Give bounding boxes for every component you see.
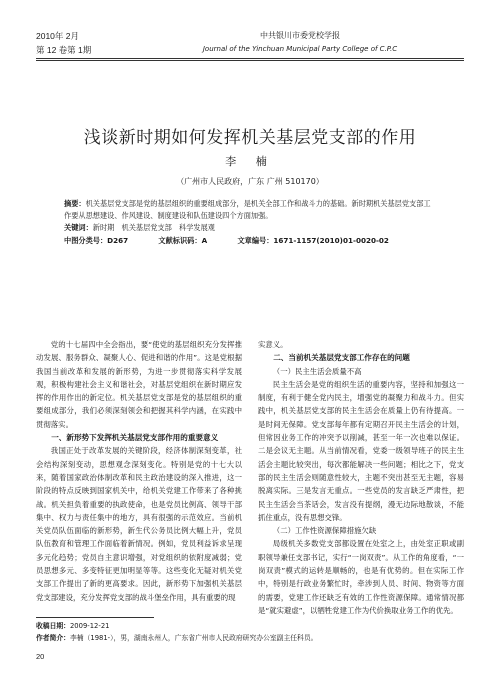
paragraph: 局级机关多数党支部都设置在处室之上，由处室正职或副职领导兼任支部书记，实行“一岗双责”。从工作的角度看，“一岗双责”模式的运转是顺畅的，也是有优势的。但在实际工作中，特别是行政业务繁忙时，牵涉到人员、时间、物资等方面的需要，党建工作还缺乏有效的工作性资源保障。通常情况都是“就实避虚”，以牺牲党建工作为代价换取业务工作的优先。 xyxy=(258,539,464,615)
article-number: 文章编号：1671-1157(2010)01-0020-02 xyxy=(237,236,389,245)
received-date: 收稿日期：2009-12-21 xyxy=(36,622,110,630)
article-title: 浅谈新时期如何发挥机关基层党支部的作用 xyxy=(83,128,417,148)
journal-title-en: Journal of the Yinchuan Municipal Party College of C.P.C xyxy=(202,45,398,53)
abstract-label: 摘要： xyxy=(64,199,86,208)
document-code: 文献标识码：A xyxy=(158,236,208,245)
issue-number: 第 12 卷第 1期 xyxy=(36,45,92,55)
journal-title-cn: 中共银川市委党校学报 xyxy=(260,31,340,40)
page-number: 20 xyxy=(36,652,45,661)
section-heading: 二、当前机关基层党支部工作存在的问题 xyxy=(273,353,410,363)
header-rule-2 xyxy=(36,60,464,61)
paragraph: 党的十七届四中全会指出，要“使党的基层组织充分发挥推动发展、服务群众、凝聚人心、促进和谐的作用”。这是党根据我国当前改革和发展的新形势，为进一步贯彻落实科学发展观，积极构建社会主义和谐社会，对基层党组织在新时期应发挥的作用作出的新定位。机关基层党支部是党的基层组织的重要组成部分，我们必须深刻领会和把握其科学内涵，在实践中贯彻落实。 xyxy=(36,340,242,429)
classification-line xyxy=(64,236,436,246)
keywords-text: 新时期 机关基层党支部 科学发展观 xyxy=(92,223,215,232)
keywords xyxy=(64,222,436,234)
author-affiliation: （广州市人民政府，广东 广州 510170） xyxy=(176,177,324,186)
footnote-rule xyxy=(36,617,154,618)
clc-number: 中图分类号：D267 xyxy=(64,236,129,245)
header-rule xyxy=(36,58,464,59)
paragraph: 实意义。 xyxy=(258,340,288,349)
section-heading: 一、新形势下发挥机关基层党支部作用的重要意义 xyxy=(51,433,219,443)
keywords-label: 关键词： xyxy=(64,223,93,232)
abstract xyxy=(64,198,436,221)
issue-date: 2010年 2月 xyxy=(36,31,79,41)
subsection-heading: （二）工作性资源保障措施欠缺 xyxy=(272,526,377,536)
body-column-right xyxy=(258,338,464,617)
abstract-text: 机关基层党支部是党的基层组织的重要组成部分，是机关全部工作和战斗力的基础。新时期机关基层党支部工作要从思想建设、作风建设、制度建设和队伍建设四个方面加强。 xyxy=(64,199,431,220)
author-bio: 作者简介：李楠（1981-），男，湖南永州人，广东省广州市人民政府研究办公室副主任科员。 xyxy=(36,634,318,642)
subsection-heading: （一）民主生活会质量不高 xyxy=(272,366,362,376)
paragraph: 民主生活会是党的组织生活的重要内容，坚持和加强这一制度，有利于健全党内民主，增强党的凝聚力和战斗力。但实践中，机关基层党支部的民主生活会在质量上仍有待提高。一是时间无保障。党支部每年都有定期召开民主生活会的计划，但常因业务工作的冲突予以削减，甚至一年一次也难以保证。二是会议无主题。从当前情况看，党委一级领导班子的民主生活会主题比较突出，每次都能解决一些问题；相比之下，党支部的民主生活会则随意性较大，主题不突出甚至无主题，容易脱离实际。三是发言无重点。一些党员的发言缺乏严肃性，把民主生活会当茶话会，发言没有提纲，漫无边际地散谈，不能抓住重点，没有思想交锋。 xyxy=(258,379,464,522)
body-column-left xyxy=(36,338,242,604)
paragraph: 我国正处于改革发展的关键阶段，经济体制深刻变革，社会结构深刻变动，思想观念深刻变化。特别是党的十七大以来，随着国家政治体制改革和民主政治建设的深入推进，这一阶段的特点反映到国家机关中，给机关党建工作带来了各种挑战。机关担负着重要的执政使命，也是党员比例高、领导干部集中、权力与责任集中的地方，具有很强的示范效应。当前机关党员队伍面临的新形势，新生代公务员比例大幅上升，党员队伍教育和管理工作面临着新情况。例如，党员利益诉求呈现多元化趋势；党员自主意识增强，对党组织的依附度减弱；党员思想多元、多变特征更加明显等等。这些变化无疑对机关党支部工作提出了新的更高要求。因此，新形势下加强机关基层党支部建设，充分发挥党支部的战斗堡垒作用，具有重要的现 xyxy=(36,446,242,602)
article-author: 李 楠 xyxy=(225,155,275,168)
